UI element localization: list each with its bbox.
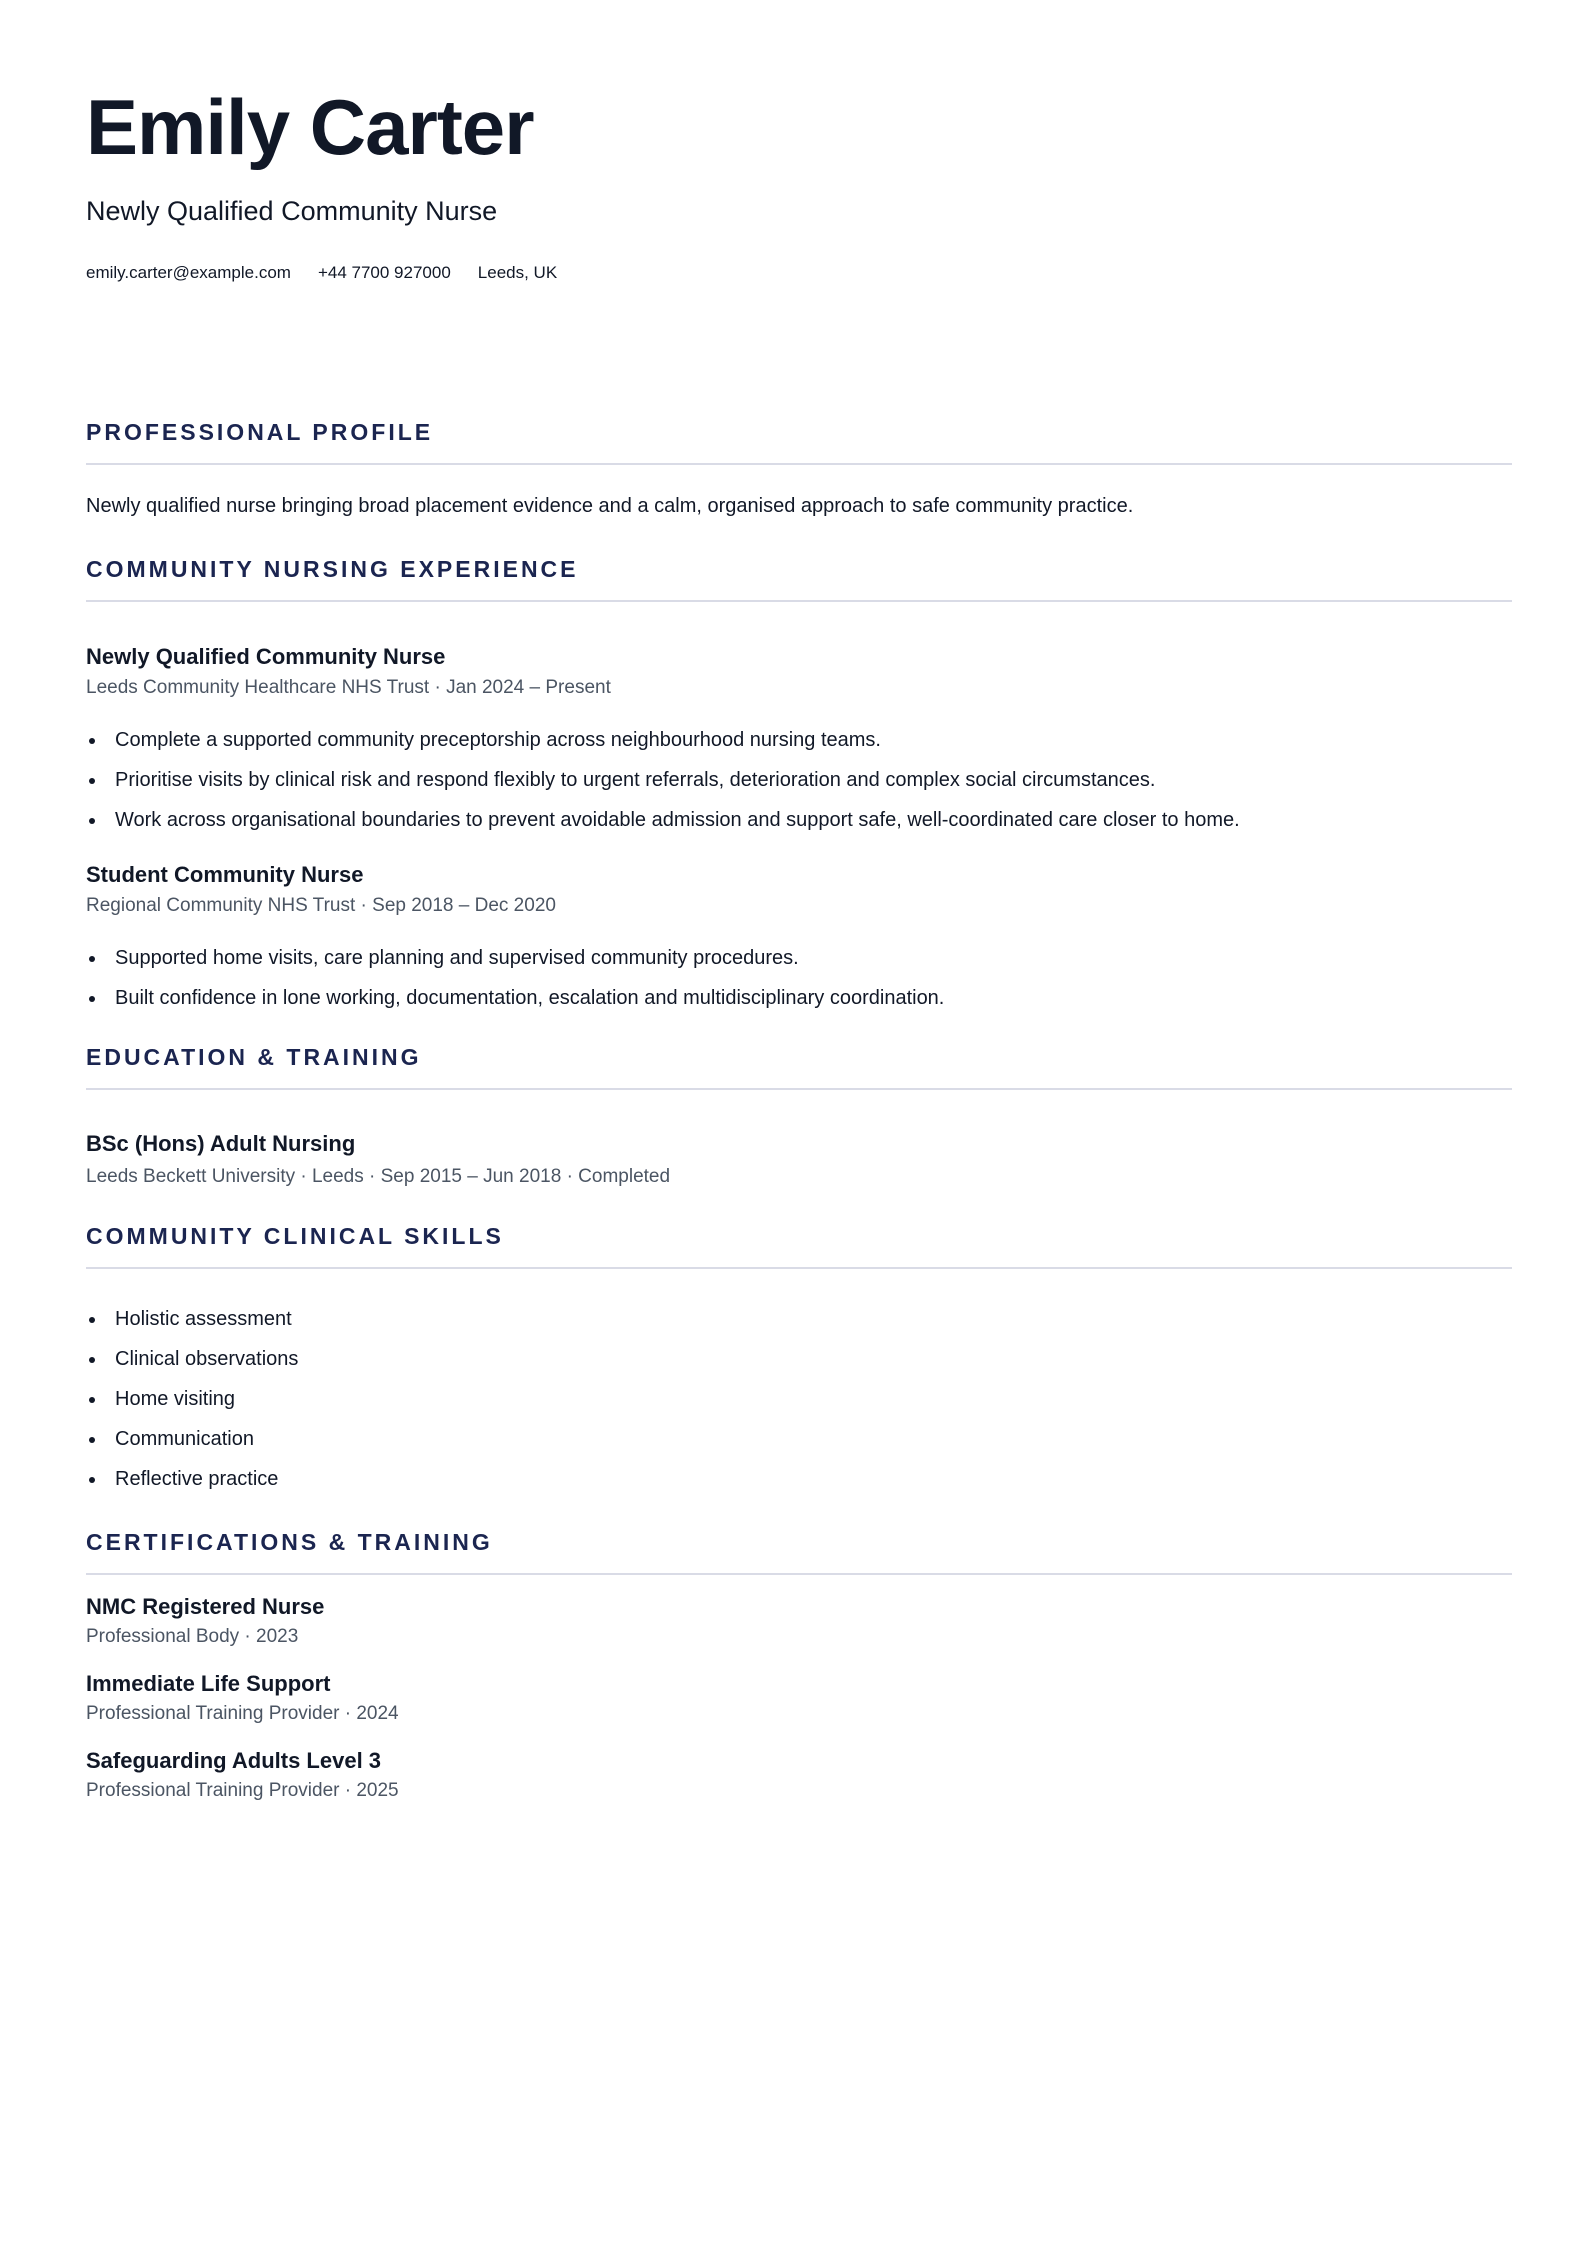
contact-location: Leeds, UK <box>477 263 558 282</box>
degree-title: BSc (Hons) Adult Nursing <box>86 1131 356 1156</box>
job-role: Newly Qualified Community Nurse <box>86 644 446 669</box>
certification-name: NMC Registered Nurse <box>86 1594 325 1619</box>
certification-item <box>86 1596 1512 1646</box>
job-meta: Regional Community NHS Trust · Sep 2018 – Dec 2020 <box>86 895 556 916</box>
candidate-name: Emily Carter <box>86 83 534 171</box>
section-heading: EDUCATION & TRAINING <box>86 1044 422 1070</box>
list-item: Communication <box>86 1429 1512 1449</box>
section-heading: PROFESSIONAL PROFILE <box>86 419 434 445</box>
contact-line <box>86 264 557 281</box>
section-divider <box>86 463 1512 465</box>
section-certifications <box>86 1531 1512 1800</box>
job-entry <box>86 644 1240 831</box>
list-item: Work across organisational boundaries to prevent avoidable admission and support safe, well-coordinated care closer to home. <box>86 810 1240 830</box>
list-item: Clinical observations <box>86 1349 1512 1369</box>
list-item: Complete a supported community preceptorship across neighbourhood nursing teams. <box>86 730 1240 750</box>
section-divider <box>86 600 1512 602</box>
job-meta: Leeds Community Healthcare NHS Trust · Jan 2024 – Present <box>86 677 611 698</box>
section-profile <box>86 421 1512 516</box>
section-heading: COMMUNITY NURSING EXPERIENCE <box>86 556 579 582</box>
job-bullets <box>86 730 1240 830</box>
job-bullets <box>86 948 944 1008</box>
list-item: Reflective practice <box>86 1469 1512 1489</box>
list-item: Built confidence in lone working, documentation, escalation and multidisciplinary coordination. <box>86 988 944 1008</box>
list-item: Home visiting <box>86 1389 1512 1409</box>
certification-meta: Professional Training Provider · 2024 <box>86 1703 399 1724</box>
certification-item <box>86 1673 1512 1723</box>
certification-item <box>86 1750 1512 1800</box>
certification-meta: Professional Body · 2023 <box>86 1626 299 1647</box>
section-heading: CERTIFICATIONS & TRAINING <box>86 1529 493 1555</box>
section-divider <box>86 1088 1512 1090</box>
skills-list <box>86 1309 1512 1489</box>
section-skills <box>86 1225 1512 1489</box>
list-item: Supported home visits, care planning and supervised community procedures. <box>86 948 944 968</box>
list-item: Prioritise visits by clinical risk and respond flexibly to urgent referrals, deterioration and complex social circumstances. <box>86 770 1240 790</box>
contact-phone[interactable]: +44 7700 927000 <box>317 263 451 282</box>
job-entry <box>86 862 945 1009</box>
degree-meta: Leeds Beckett University · Leeds · Sep 2015 – Jun 2018 · Completed <box>86 1166 671 1187</box>
contact-email[interactable]: emily.carter@example.com <box>86 263 291 282</box>
certification-name: Immediate Life Support <box>86 1671 331 1696</box>
candidate-title: Newly Qualified Community Nurse <box>86 196 498 226</box>
list-item: Holistic assessment <box>86 1309 1512 1329</box>
section-education <box>86 1046 1512 1186</box>
profile-text: Newly qualified nurse bringing broad placement evidence and a calm, organised approach to safe community practice. <box>86 495 1134 517</box>
certification-name: Safeguarding Adults Level 3 <box>86 1748 382 1773</box>
job-role: Student Community Nurse <box>86 862 364 887</box>
section-divider <box>86 1267 1512 1269</box>
section-divider <box>86 1573 1512 1575</box>
section-experience <box>86 556 1512 1009</box>
section-heading: COMMUNITY CLINICAL SKILLS <box>86 1223 504 1249</box>
certification-meta: Professional Training Provider · 2025 <box>86 1780 399 1801</box>
